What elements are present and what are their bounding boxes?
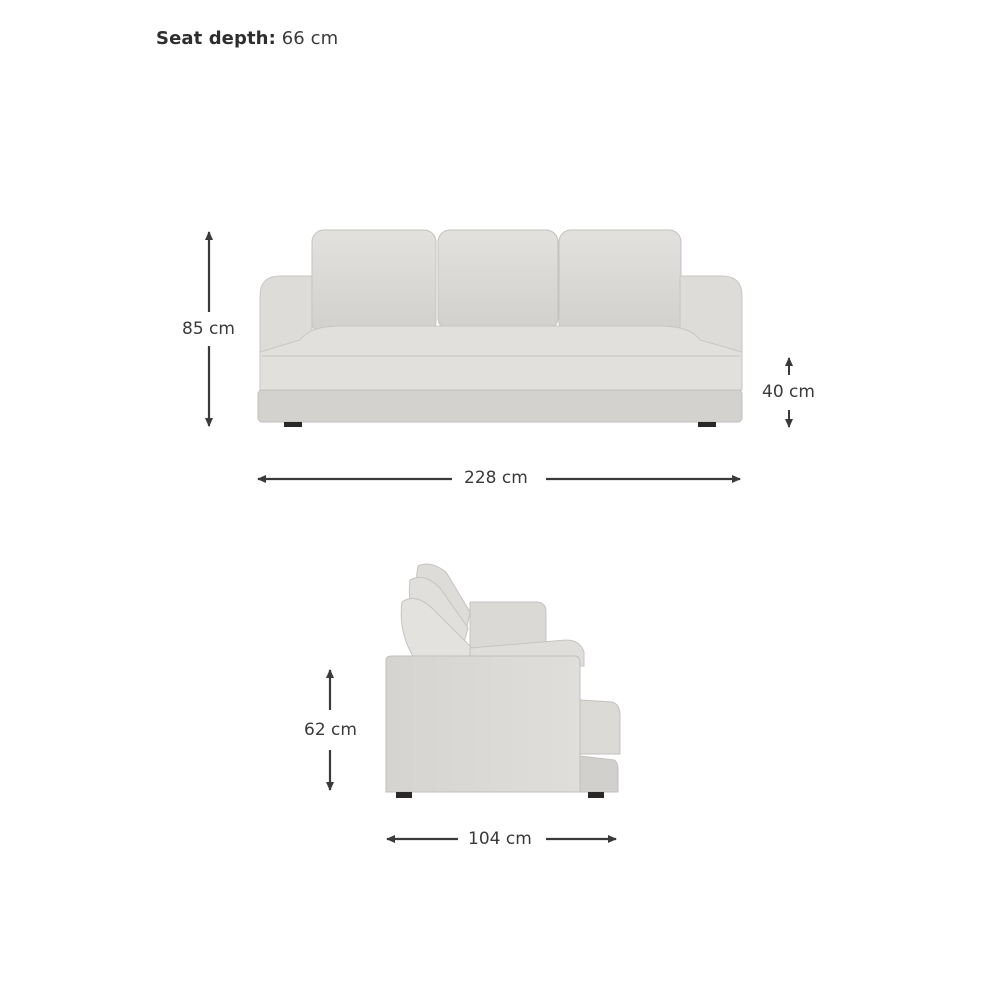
seat-front-edge: [580, 700, 620, 754]
back-cushion-right: [559, 230, 681, 334]
side-foot-back: [396, 792, 412, 798]
sofa-front-image: [258, 230, 742, 427]
seat-depth-label: Seat depth:: [156, 28, 276, 49]
seat-height-label: 40 cm: [756, 382, 821, 402]
seat-depth-value: 66 cm: [281, 28, 339, 49]
sofa-side-image: [386, 564, 620, 798]
depth-label: 104 cm: [462, 829, 538, 849]
width-label: 228 cm: [458, 468, 534, 488]
foot-left: [284, 422, 302, 427]
back-cushion-left: [312, 230, 436, 334]
height-label: 85 cm: [176, 319, 241, 339]
base-front-edge: [580, 756, 618, 792]
sofa-base: [258, 390, 742, 422]
seat-cushion: [260, 326, 742, 390]
arm-height-label: 62 cm: [298, 720, 363, 740]
back-cushion-middle: [438, 230, 558, 330]
armrest-near: [386, 656, 580, 792]
foot-right: [698, 422, 716, 427]
side-foot-front: [588, 792, 604, 798]
